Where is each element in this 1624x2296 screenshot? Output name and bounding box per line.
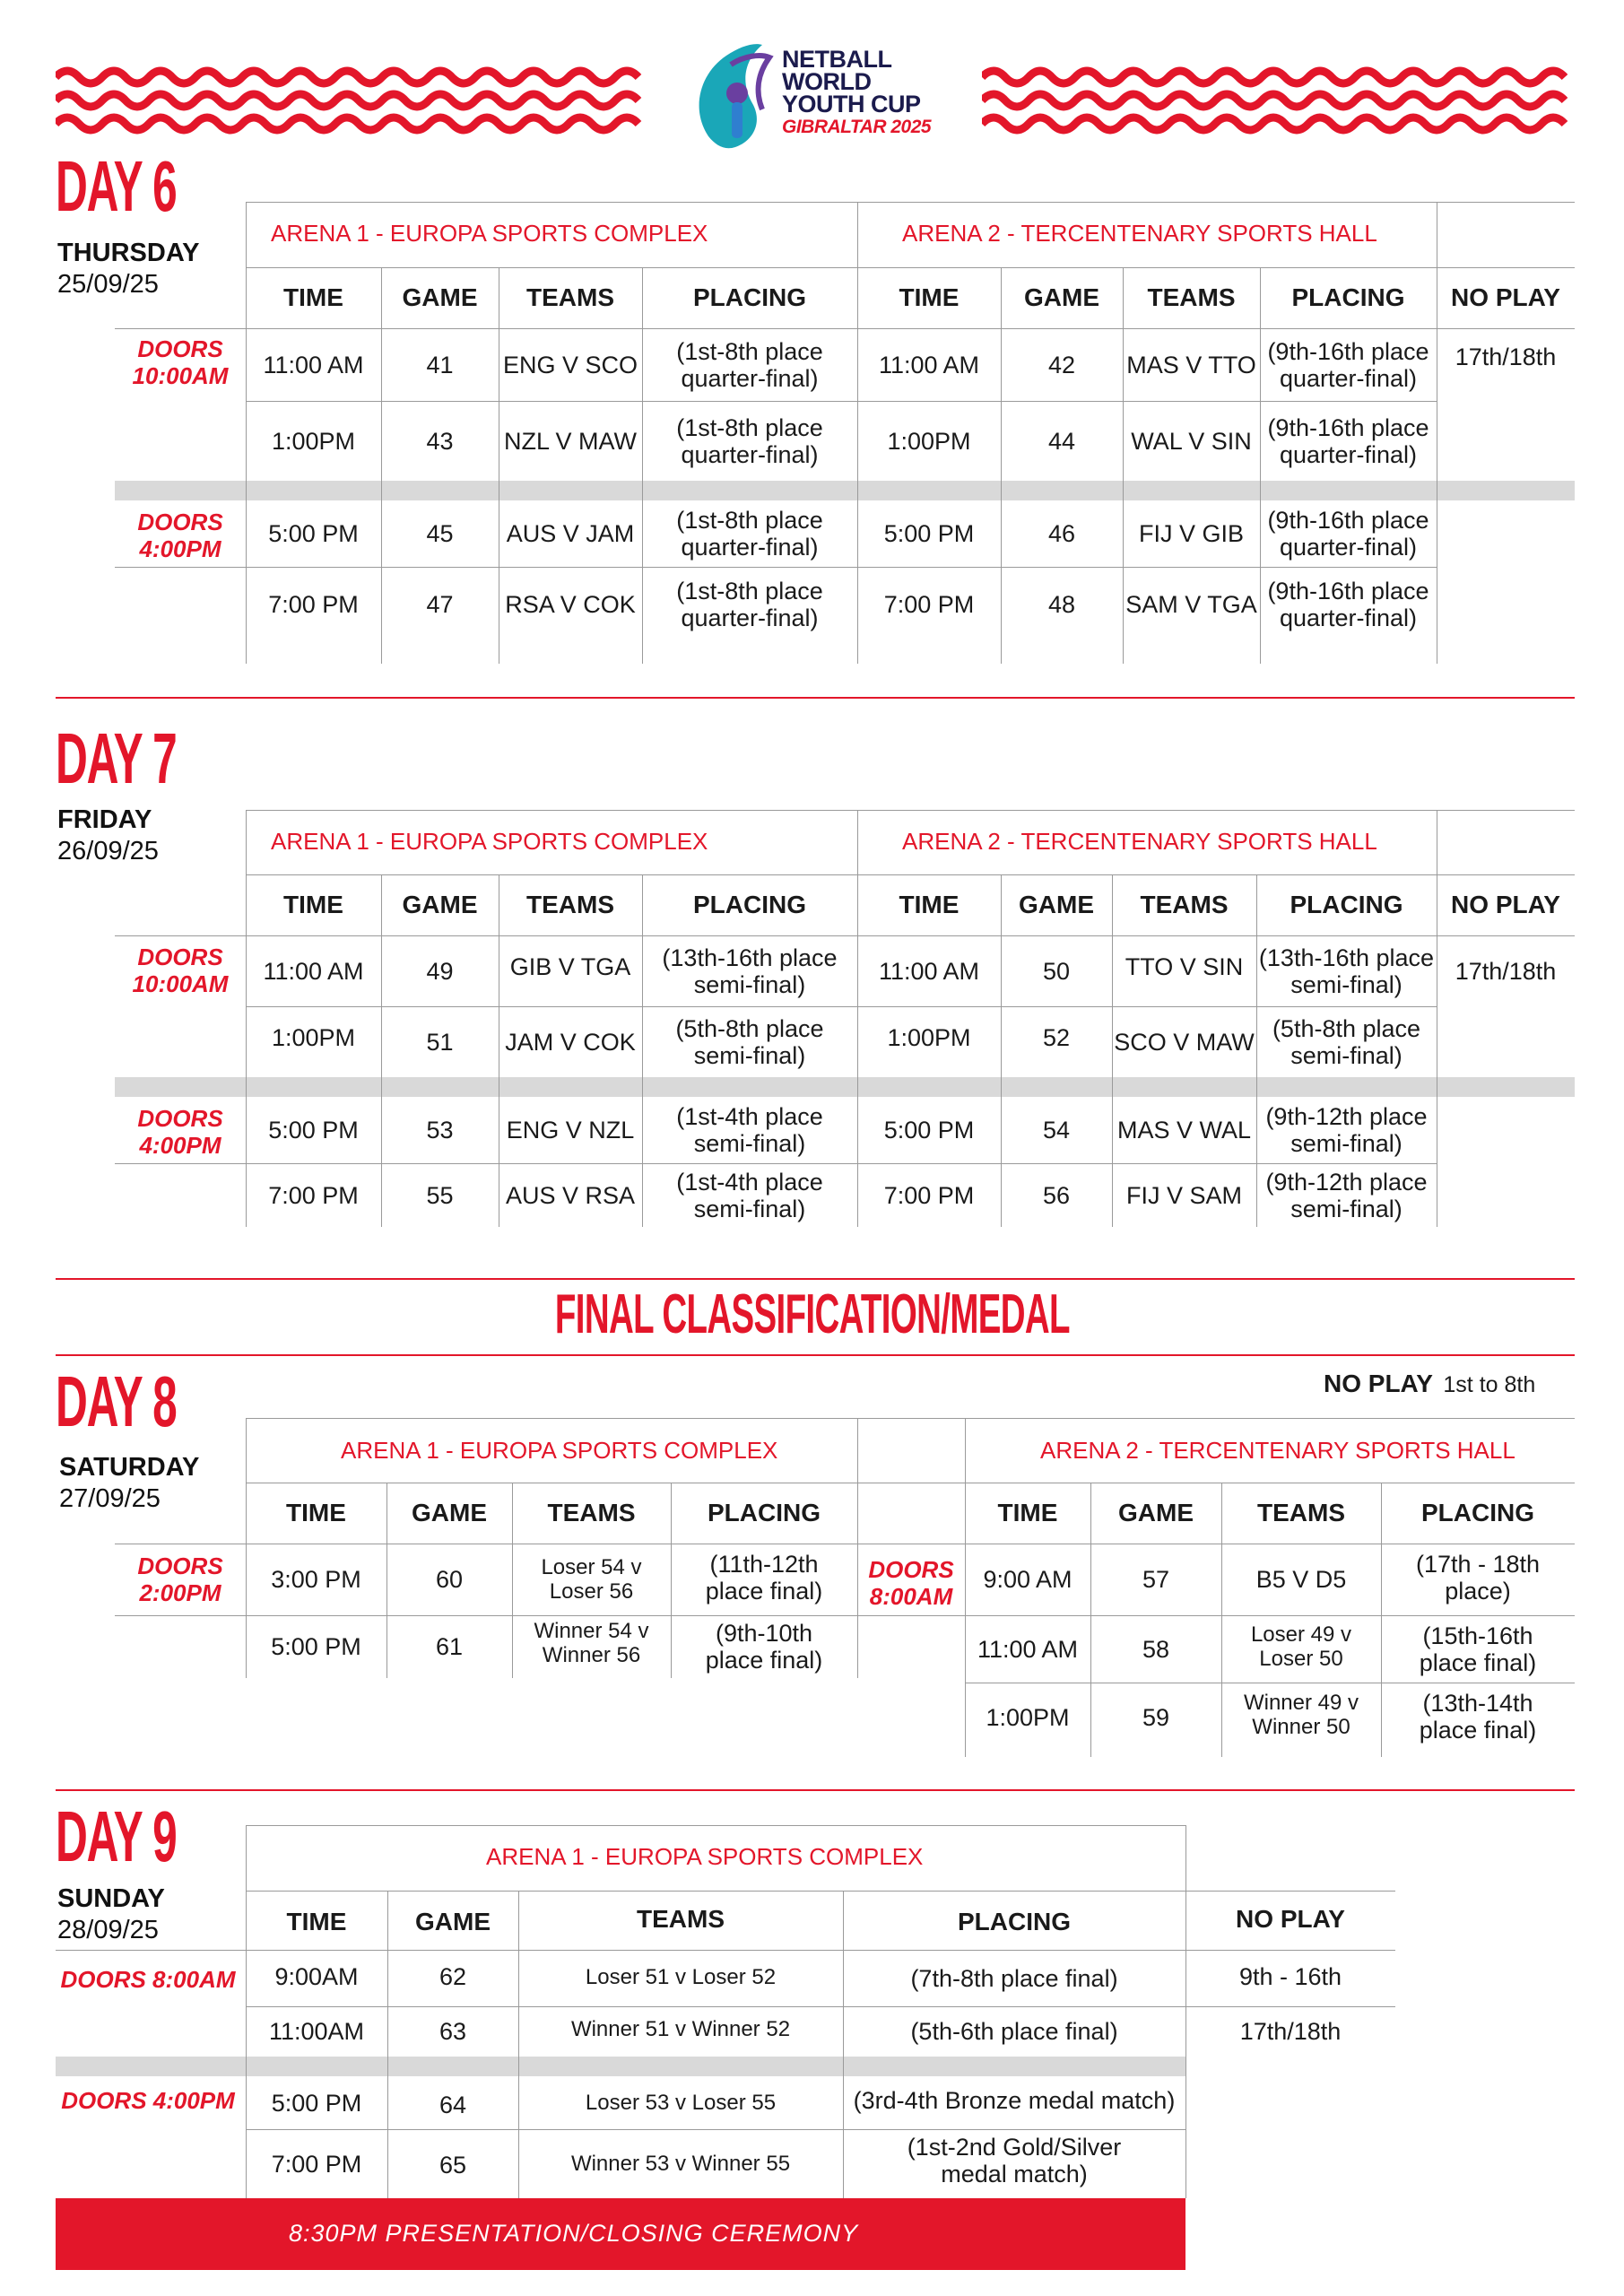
placing: (13th-16th place semi-final) [662, 944, 838, 998]
day8-col-time-1: TIME [286, 1499, 346, 1526]
day6-weekday: THURSDAY [57, 239, 200, 267]
time: 5:00 PM [271, 2089, 362, 2117]
noplay: 17th/18th [1239, 2018, 1342, 2045]
closing-ceremony-banner [56, 2198, 1185, 2270]
day6-col-noplay: NO PLAY [1451, 283, 1560, 311]
day9-col-placing: PLACING [958, 1908, 1071, 1935]
day7-col-game-2: GAME [1019, 891, 1094, 918]
teams: TTO V SIN [1125, 953, 1244, 980]
teams: FIJ V GIB [1138, 520, 1245, 547]
game: 48 [1047, 591, 1076, 618]
time: 7:00 PM [883, 591, 975, 618]
time: 5:00 PM [271, 1633, 361, 1660]
day8-arena2-title: ARENA 2 - TERCENTENARY SPORTS HALL [1040, 1437, 1515, 1464]
time: 5:00 PM [883, 520, 975, 547]
placing: (9th-10th place final) [705, 1620, 823, 1674]
day9-col-noplay: NO PLAY [1236, 1905, 1345, 1933]
placing: (13th-14th place final) [1419, 1689, 1537, 1744]
placing: (9th-16th place quarter-final) [1267, 413, 1429, 468]
time: 5:00 PM [883, 1117, 975, 1144]
game: 49 [426, 957, 454, 985]
teams: MAS V TTO [1126, 351, 1256, 378]
placing: (9th-16th place quarter-final) [1267, 337, 1429, 392]
time: 7:00 PM [268, 591, 359, 618]
time: 5:00 PM [268, 1117, 359, 1144]
time: 7:00 PM [271, 2150, 362, 2178]
day8-date: 27/09/25 [59, 1484, 161, 1513]
day6-col-placing-2: PLACING [1291, 283, 1405, 311]
day7-date: 26/09/25 [57, 837, 159, 865]
placing: (7th-8th place final) [910, 1964, 1118, 1992]
game: 46 [1047, 520, 1076, 547]
section-divider [56, 1789, 1575, 1791]
placing: (1st-8th place quarter-final) [676, 337, 823, 392]
day8-weekday: SATURDAY [59, 1453, 200, 1482]
day6-arena1-title: ARENA 1 - EUROPA SPORTS COMPLEX [271, 220, 708, 247]
day7-col-teams-1: TEAMS [526, 891, 614, 918]
game: 56 [1042, 1181, 1071, 1209]
game: 54 [1042, 1117, 1071, 1144]
placing: (9th-12th place semi-final) [1265, 1168, 1428, 1222]
teams: Winner 53 v Winner 55 [570, 2152, 791, 2176]
teams: FIJ V SAM [1125, 1181, 1242, 1209]
time: 1:00PM [887, 427, 971, 455]
placing: (17th - 18th place) [1415, 1550, 1541, 1605]
day6-date: 25/09/25 [57, 270, 159, 299]
time: 11:00 AM [977, 1635, 1079, 1663]
day8-noplay [1324, 1370, 1535, 1398]
game: 43 [426, 427, 454, 455]
game: 64 [439, 2091, 467, 2118]
logo-line-4: GIBRALTAR 2025 [782, 117, 932, 137]
day6-doors-morning: DOORS 10:00AM [132, 335, 229, 389]
day6-col-placing-1: PLACING [693, 283, 806, 311]
game: 59 [1142, 1704, 1170, 1731]
day8-arena1-title: ARENA 1 - EUROPA SPORTS COMPLEX [341, 1437, 778, 1464]
day6-title: DAY 6 [56, 146, 177, 226]
time: 3:00 PM [271, 1566, 361, 1593]
teams: RSA V COK [505, 591, 636, 618]
day6-noplay-value: 17th/18th [1455, 344, 1557, 370]
teams: Winner 54 v Winner 56 [534, 1619, 649, 1667]
time: 7:00 PM [883, 1181, 975, 1209]
teams: ENG V NZL [506, 1117, 635, 1144]
time: 5:00 PM [268, 520, 359, 547]
game: 50 [1042, 957, 1071, 985]
placing: (5th-8th place semi-final) [1272, 1014, 1421, 1069]
day7-weekday: FRIDAY [57, 805, 152, 834]
day7-doors-morning: DOORS 10:00AM [132, 944, 229, 997]
time: 1:00PM [887, 1024, 971, 1051]
game: 57 [1142, 1566, 1170, 1593]
placing: (9th-12th place semi-final) [1265, 1103, 1428, 1157]
teams: SAM V TGA [1125, 591, 1257, 618]
teams: ENG V SCO [502, 351, 638, 378]
day7-col-teams-2: TEAMS [1140, 891, 1229, 918]
time: 11:00 AM [263, 957, 364, 985]
game: 41 [426, 351, 454, 378]
day7-col-game-1: GAME [402, 891, 478, 918]
time: 9:00 AM [983, 1566, 1073, 1593]
teams: B5 V D5 [1255, 1566, 1347, 1593]
day9-weekday: SUNDAY [57, 1884, 165, 1913]
teams: NZL V MAW [504, 427, 637, 455]
day8-col-time-2: TIME [997, 1499, 1058, 1526]
closing-ceremony-text: 8:30PM PRESENTATION/CLOSING CEREMONY [289, 2220, 859, 2247]
day7-arena2-title: ARENA 2 - TERCENTENARY SPORTS HALL [902, 828, 1377, 855]
day6-col-time-1: TIME [283, 283, 343, 311]
day9-col-time: TIME [286, 1908, 347, 1935]
noplay: 9th - 16th [1238, 1963, 1342, 1990]
day8-col-placing-1: PLACING [708, 1499, 821, 1526]
teams: SCO V MAW [1114, 1028, 1255, 1056]
day8-noplay-label: NO PLAY [1324, 1370, 1433, 1397]
time: 1:00PM [271, 427, 356, 455]
game: 42 [1047, 351, 1076, 378]
placing: (13th-16th place semi-final) [1258, 944, 1435, 998]
teams: MAS V WAL [1116, 1117, 1252, 1144]
day8-doors-arena1: DOORS 2:00PM [137, 1552, 223, 1606]
game: 63 [439, 2018, 467, 2045]
time: 11:00 AM [263, 351, 364, 378]
game: 53 [426, 1117, 454, 1144]
time: 7:00 PM [268, 1181, 359, 1209]
teams: JAM V COK [505, 1028, 636, 1056]
day6-col-time-2: TIME [899, 283, 960, 311]
day8-title: DAY 8 [56, 1361, 177, 1441]
logo-emblem-icon [690, 38, 780, 154]
game: 44 [1047, 427, 1076, 455]
day6-col-game-1: GAME [402, 283, 478, 311]
placing: (5th-6th place final) [910, 2018, 1118, 2045]
day9-doors-morning: DOORS 8:00AM [60, 1966, 236, 1993]
game: 47 [426, 591, 454, 618]
placing: (1st-2nd Gold/Silver medal match) [907, 2134, 1122, 2187]
day7-col-time-2: TIME [899, 891, 960, 918]
day8-noplay-value: 1st to 8th [1443, 1372, 1536, 1397]
placing: (1st-8th place quarter-final) [676, 413, 823, 468]
placing: (1st-8th place quarter-final) [676, 578, 823, 631]
teams: GIB V TGA [509, 953, 631, 980]
teams: Loser 54 v Loser 56 [541, 1555, 642, 1604]
section-divider [56, 1278, 1575, 1280]
placing: (11th-12th place final) [705, 1550, 823, 1605]
day8-col-placing-2: PLACING [1421, 1499, 1534, 1526]
day9-arena1-title: ARENA 1 - EUROPA SPORTS COMPLEX [486, 1843, 924, 1870]
day9-doors-evening: DOORS 4:00PM [61, 2087, 235, 2114]
game: 51 [426, 1028, 454, 1056]
game: 62 [439, 1963, 467, 1990]
final-heading-text: FINAL CLASSIFICATION/MEDAL [554, 1283, 1070, 1345]
placing: (9th-16th place quarter-final) [1267, 578, 1429, 631]
day7-doors-evening: DOORS 4:00PM [137, 1105, 223, 1159]
day6-col-teams-2: TEAMS [1147, 283, 1236, 311]
day9-date: 28/09/25 [57, 1916, 159, 1944]
placing: (3rd-4th Bronze medal match) [853, 2087, 1176, 2114]
placing: (5th-8th place semi-final) [675, 1014, 824, 1069]
placing: (15th-16th place final) [1419, 1622, 1537, 1676]
teams: Loser 49 v Loser 50 [1250, 1622, 1352, 1671]
teams: Winner 49 v Winner 50 [1243, 1691, 1359, 1739]
teams: Loser 53 v Loser 55 [585, 2091, 777, 2115]
game: 55 [426, 1181, 454, 1209]
teams: Winner 51 v Winner 52 [570, 2016, 791, 2041]
placing: (1st-4th place semi-final) [676, 1103, 823, 1157]
day8-col-teams-1: TEAMS [547, 1499, 636, 1526]
teams: AUS V RSA [505, 1181, 636, 1209]
game: 61 [435, 1633, 464, 1660]
wave-decoration-left [56, 65, 647, 136]
wave-decoration-right [982, 65, 1574, 136]
teams: WAL V SIN [1131, 427, 1252, 455]
time: 9:00AM [274, 1963, 359, 1990]
logo-line-3: YOUTH CUP [782, 91, 921, 117]
day7-col-noplay: NO PLAY [1451, 891, 1560, 918]
section-divider [56, 697, 1575, 699]
placing: (1st-8th place quarter-final) [676, 507, 823, 561]
placing: (9th-16th place quarter-final) [1267, 507, 1429, 561]
day7-title: DAY 7 [56, 718, 177, 798]
event-logo [690, 38, 951, 154]
day9-col-game: GAME [415, 1908, 491, 1935]
teams: AUS V JAM [506, 520, 635, 547]
day8-col-game-2: GAME [1118, 1499, 1194, 1526]
logo-line-2: WORLD [782, 68, 872, 95]
game: 65 [439, 2152, 467, 2179]
time: 11:00AM [268, 2018, 365, 2045]
day7-col-placing-1: PLACING [693, 891, 806, 918]
day7-noplay-value: 17th/18th [1455, 958, 1557, 985]
day6-col-teams-1: TEAMS [526, 283, 614, 311]
day8-doors-arena2: DOORS 8:00AM [868, 1556, 954, 1610]
time: 1:00PM [986, 1704, 1070, 1731]
day7-col-time-1: TIME [283, 891, 343, 918]
game: 45 [426, 520, 454, 547]
time: 11:00 AM [878, 351, 980, 378]
final-classification-heading [0, 1283, 1624, 1346]
day8-col-teams-2: TEAMS [1257, 1499, 1345, 1526]
game: 60 [435, 1566, 464, 1593]
day6-arena2-title: ARENA 2 - TERCENTENARY SPORTS HALL [902, 220, 1377, 247]
day6-doors-evening: DOORS 4:00PM [137, 509, 223, 562]
time: 1:00PM [271, 1024, 356, 1051]
day8-col-game-1: GAME [412, 1499, 487, 1526]
day7-arena1-title: ARENA 1 - EUROPA SPORTS COMPLEX [271, 828, 708, 855]
section-divider [56, 1354, 1575, 1356]
day6-col-game-2: GAME [1024, 283, 1099, 311]
teams: Loser 51 v Loser 52 [585, 1964, 777, 1989]
day9-col-teams: TEAMS [637, 1905, 725, 1933]
time: 11:00 AM [878, 957, 980, 985]
game: 58 [1142, 1635, 1170, 1663]
day7-col-placing-2: PLACING [1290, 891, 1403, 918]
day9-title: DAY 9 [56, 1796, 177, 1876]
logo-line-1: NETBALL [782, 46, 892, 73]
game: 52 [1042, 1024, 1071, 1051]
placing: (1st-4th place semi-final) [676, 1168, 823, 1222]
